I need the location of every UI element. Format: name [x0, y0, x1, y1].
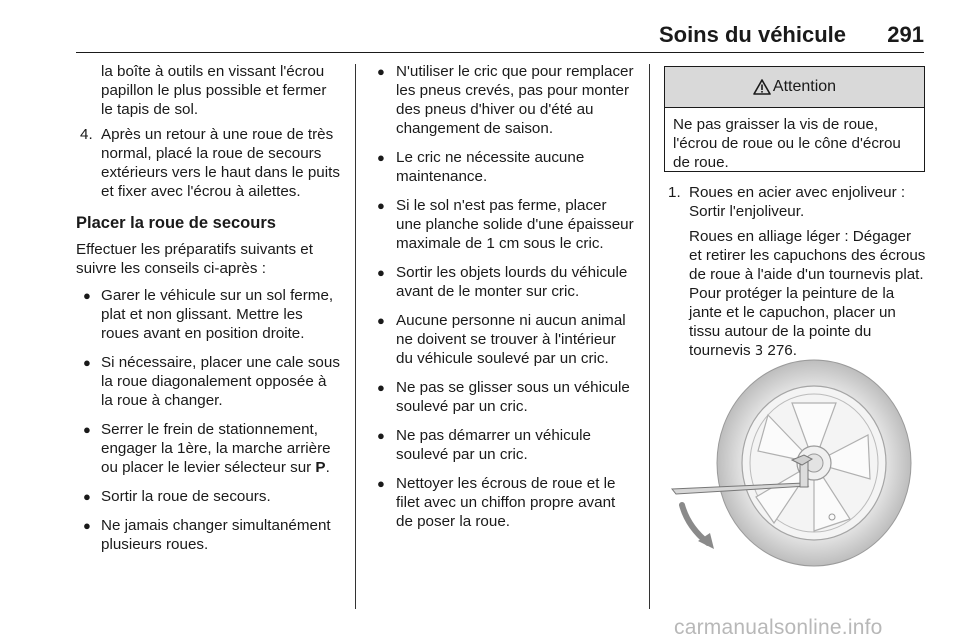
column-divider-1: [355, 64, 356, 609]
list-item: ● Ne jamais changer simultanément plusieurs roues.: [83, 517, 331, 553]
list-item: ● Sortir la roue de secours.: [83, 488, 271, 505]
watermark: carmanualsonline.info: [674, 616, 883, 639]
warning-text: Ne pas graisser la vis de roue, l'écrou de roue ou le cône d'écrou de roue.: [673, 116, 901, 171]
bullet-icon: ●: [83, 489, 91, 504]
section-heading: Placer la roue de secours: [76, 214, 276, 232]
list-item: ● Si nécessaire, placer une cale sous la roue diagonalement opposée à la roue à changer.: [83, 354, 340, 409]
column-2: [370, 62, 634, 541]
bullet-icon: ●: [377, 198, 385, 213]
list-item: ● Ne pas démarrer un véhicule soulevé par un cric.: [377, 427, 592, 463]
list-item: ● N'utiliser le cric que pour remplacer les pneus crevés, pas pour monter des pneus d'hiver ou d'été au changement de saison.: [377, 63, 634, 137]
list-item: ● Le cric ne nécessite aucune maintenance.: [377, 149, 585, 185]
bullet-icon: ●: [83, 355, 91, 370]
list-item: ● Aucune personne ni aucun animal ne doivent se trouver à l'intérieur du véhicule soulevé par un cric.: [377, 312, 626, 367]
header-rule: [76, 52, 924, 53]
numbered-item-4: [76, 125, 342, 201]
warning-title: Attention: [772, 78, 837, 95]
item-subtext: Roues en alliage léger : Dégager et retirer les capuchons des écrous de roue à l'aide d'un tournevis plat. Pour protéger la peinture de la jante et le capuchon, placer un tissu autour de la pointe du tournevis 3 276.: [689, 228, 926, 359]
item-text: Roues en acier avec enjoliveur : Sortir l'enjoliveur.: [689, 184, 906, 220]
bullet-icon: ●: [377, 428, 385, 443]
list-item: ● Nettoyer les écrous de roue et le filet avec un chiffon propre avant de poser la roue.: [377, 475, 616, 530]
gear-selector-p: P: [315, 459, 326, 476]
list-item: ● Si le sol n'est pas ferme, placer une planche solide d'une épaisseur maximale de 1 cm sous le cric.: [377, 197, 634, 252]
column-3: [664, 183, 926, 361]
bullet-icon: ●: [377, 150, 385, 165]
cross-reference-icon: 3: [754, 344, 764, 359]
continued-text: la boîte à outils en vissant l'écrou papillon le plus possible et fermer le tapis de sol.: [101, 63, 327, 118]
bullet-icon: ●: [377, 476, 385, 491]
wheel-cover-removal-illustration: [664, 355, 926, 567]
warning-triangle-icon: [753, 79, 771, 95]
page-title: Soins du véhicule: [658, 22, 846, 47]
list-item: ● Serrer le frein de stationnement, engager la 1ère, la marche arrière ou placer le levier sélecteur sur P.: [83, 421, 331, 476]
page-number: 291: [887, 22, 924, 47]
bullet-icon: ●: [377, 380, 385, 395]
bullet-icon: ●: [377, 64, 385, 79]
item-number: 4.: [80, 126, 93, 143]
column-divider-2: [649, 64, 650, 609]
item-text: Après un retour à une roue de très normal, placé la roue de secours extérieurs vers le haut dans le puits et fixer avec l'écrou à ailettes.: [101, 126, 340, 200]
intro-text: Effectuer les préparatifs suivants et suivre les conseils ci-après :: [76, 241, 313, 277]
list-item: ● Ne pas se glisser sous un véhicule soulevé par un cric.: [377, 379, 630, 415]
warning-header: [665, 67, 924, 108]
bullet-icon: ●: [377, 313, 385, 328]
page-header: [76, 22, 924, 52]
bullet-icon: ●: [377, 265, 385, 280]
list-item: ● Garer le véhicule sur un sol ferme, plat et non glissant. Mettre les roues avant en position droite.: [83, 287, 334, 342]
numbered-item-1: [664, 183, 926, 221]
column-1: [76, 62, 342, 564]
cross-reference-page: 276.: [763, 342, 797, 359]
bullet-icon: ●: [83, 288, 91, 303]
item-number: 1.: [668, 184, 681, 201]
bullet-icon: ●: [83, 422, 91, 437]
warning-box: [664, 66, 925, 172]
list-item: ● Sortir les objets lourds du véhicule avant de le monter sur cric.: [377, 264, 628, 300]
bullet-icon: ●: [83, 518, 91, 533]
